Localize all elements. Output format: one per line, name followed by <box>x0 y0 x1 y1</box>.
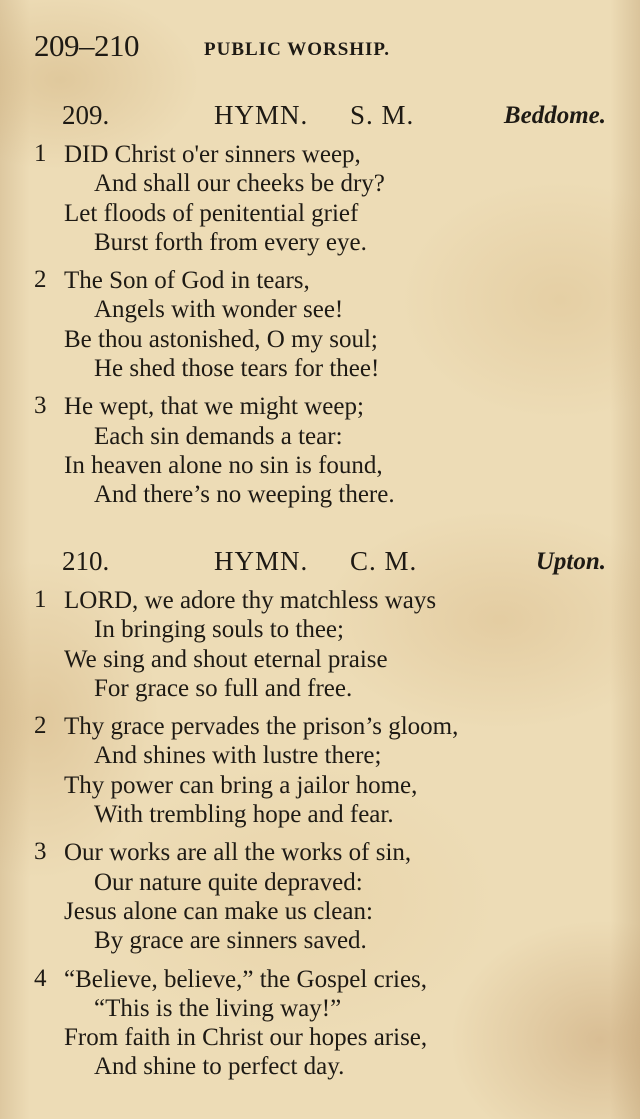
verse-line: Each sin demands a tear: <box>94 422 343 450</box>
verse-line: He wept, that we might weep; <box>64 393 364 421</box>
verse-line: From faith in Christ our hopes arise, <box>64 1024 428 1052</box>
section-title: PUBLIC WORSHIP. <box>204 39 391 60</box>
page-range: 209–210 <box>34 28 139 63</box>
hymn-type: HYMN. <box>214 546 309 576</box>
stanza-number: 1 <box>34 586 47 613</box>
stanza-number: 2 <box>34 266 47 294</box>
stanza-4 <box>0 965 640 1082</box>
stanza-number: 1 <box>34 140 47 167</box>
verse-line: Our works are all the works of sin, <box>64 839 412 867</box>
verse-line: And shine to perfect day. <box>94 1053 345 1081</box>
hymn-author: Beddome. <box>503 102 606 129</box>
verse-line: In heaven alone no sin is found, <box>64 451 383 479</box>
verse-line: “This is the living way!” <box>94 994 342 1022</box>
verse-line: Be thou astonished, O my soul; <box>64 325 378 353</box>
verse-line: “Believe, believe,” the Gospel cries, <box>64 965 428 993</box>
verse-line: Thy power can bring a jailor home, <box>64 771 418 799</box>
stanza-number: 4 <box>34 964 47 992</box>
stanza-2 <box>0 712 640 829</box>
stanza-2 <box>0 266 640 383</box>
verse-line: By grace are sinners saved. <box>94 927 367 955</box>
verse-line: And shines with lustre there; <box>94 742 382 770</box>
running-head <box>34 28 614 68</box>
verse-line: The Son of God in tears, <box>64 267 310 295</box>
verse-line: Thy grace pervades the prison’s gloom, <box>64 713 459 741</box>
verse-line: In bringing souls to thee; <box>94 616 344 644</box>
verse-line: Burst forth from every eye. <box>94 228 367 256</box>
verse-line: He shed those tears for thee! <box>94 355 380 383</box>
hymn-number: 209. <box>62 100 110 130</box>
verse-line: Let floods of penitential grief <box>64 199 359 227</box>
stanza-number: 3 <box>34 838 47 866</box>
verse-line: With trembling hope and fear. <box>94 801 394 829</box>
verse-line: Our nature quite depraved: <box>94 868 363 896</box>
verse-line: Angels with wonder see! <box>94 296 344 324</box>
verse-line: And there’s no weeping there. <box>94 481 395 509</box>
hymn-meter: S. M. <box>350 100 415 130</box>
hymn-meter: C. M. <box>350 546 418 576</box>
verse-line: DID Christ o'er sinners weep, <box>64 141 361 168</box>
hymn-author: Upton. <box>535 548 606 575</box>
stanza-1 <box>0 586 640 703</box>
hymn-type: HYMN. <box>214 100 309 130</box>
stanza-number: 3 <box>34 392 47 420</box>
stanza-number: 2 <box>34 712 47 740</box>
stanza-3 <box>0 392 640 509</box>
hymn-header <box>0 546 640 586</box>
stanza-3 <box>0 838 640 955</box>
stanza-1 <box>0 140 640 257</box>
hymn-header <box>0 100 640 140</box>
hymn-210 <box>0 546 640 1091</box>
hymn-209 <box>0 100 640 519</box>
verse-line: For grace so full and free. <box>94 674 353 702</box>
hymn-number: 210. <box>62 546 110 576</box>
verse-line: We sing and shout eternal praise <box>64 645 388 673</box>
verse-line: And shall our cheeks be dry? <box>94 170 385 198</box>
verse-line: Jesus alone can make us clean: <box>64 897 373 925</box>
verse-line: LORD, we adore thy matchless ways <box>64 587 437 614</box>
